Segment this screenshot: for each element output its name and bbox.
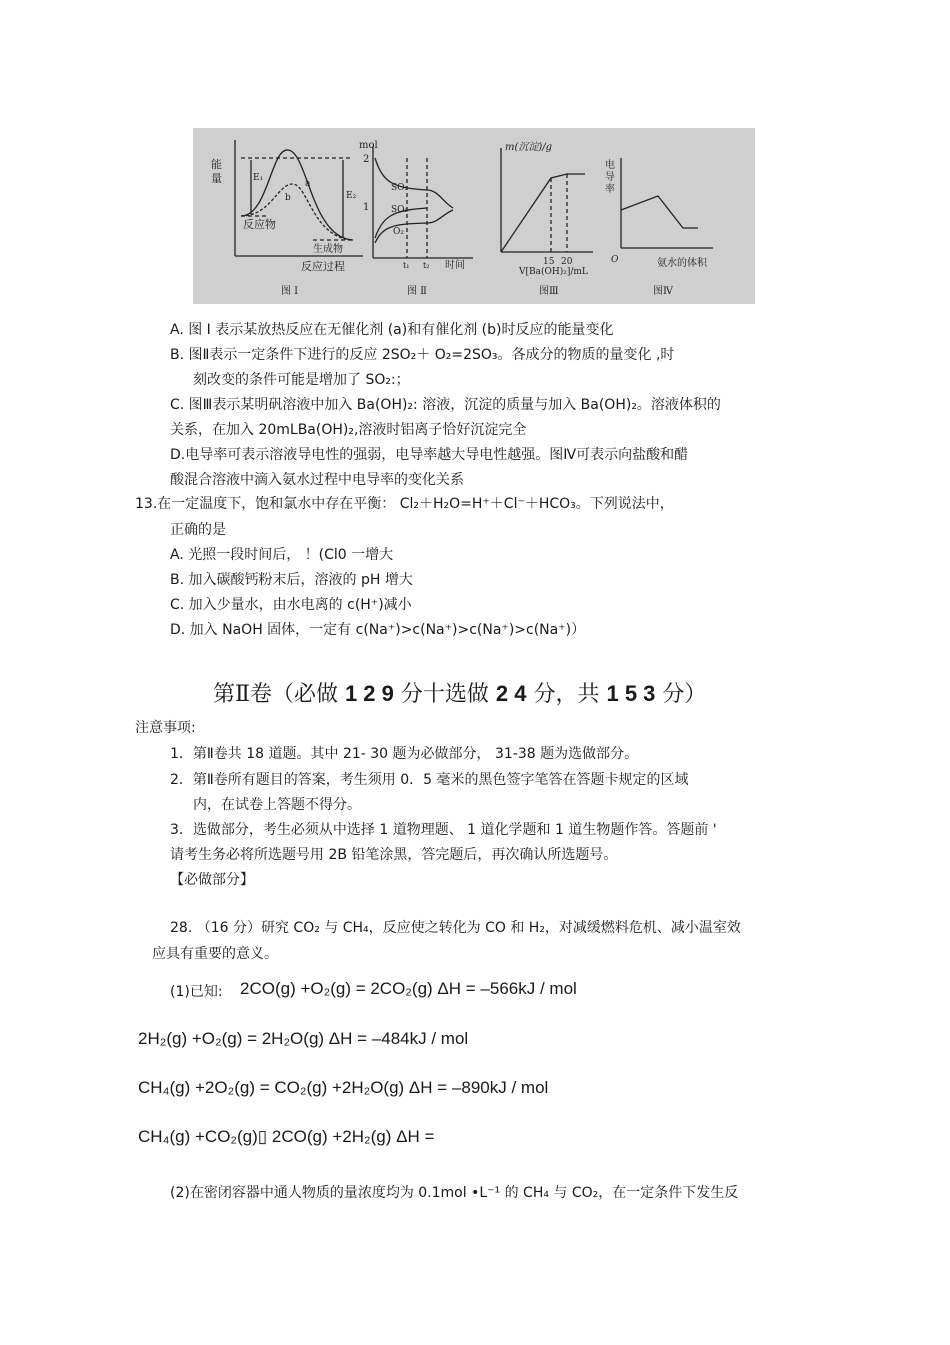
p2-o2-label: O₂ [393, 227, 404, 237]
p1-b-label: b [285, 193, 291, 203]
section-title-n2: 2 4 [495, 681, 527, 706]
section-title-n3: 1 5 3 [606, 681, 656, 706]
p2-so2-label: SO₂ [391, 205, 409, 215]
note-3-1: 3．选做部分，考生必须从中选择 1 道物理题、 1 道化学题和 1 道生物题作答。答题前 ' [170, 822, 717, 838]
q12-option-b-2: 刻改变的条件可能是增加了 SO₂:； [193, 372, 410, 388]
figure-panels [193, 128, 755, 304]
p3-caption: 图Ⅲ [539, 286, 559, 297]
q12-option-d-1: D.电导率可表示溶液导电性的强弱，电导率越大导电性越强。图Ⅳ可表示向盐酸和醋 [170, 447, 689, 463]
panel-1 [211, 140, 363, 297]
p3-ylabel: m(沉淀)/g [505, 142, 553, 153]
equation-3: CH₄(g) +2O₂(g) = CO₂(g) +2H₂O(g) ΔH = –890kJ / mol [138, 1078, 549, 1097]
p1-reactant-label: 反应物 [243, 218, 276, 231]
q13-option-c: C. 加入少量水，由水电离的 c(H⁺)减小 [170, 597, 412, 613]
q13-stem-1: 13.在一定温度下，饱和氯水中存在平衡： Cl₂＋H₂O=H⁺＋Cl⁻＋HCO₃。下列说法中， [135, 496, 674, 512]
q13-option-b: B. 加入碳酸钙粉末后，溶液的 pH 增大 [170, 572, 413, 588]
panel-2 [359, 140, 473, 297]
p4-origin: O [611, 255, 619, 265]
note-2-1: 2．第Ⅱ卷所有题目的答案，考生须用 0．5 毫米的黑色签字笔答在答题卡规定的区域 [170, 772, 689, 788]
notes-title: 注意事项: [135, 720, 196, 736]
p1-ylabel-1: 能 [211, 158, 222, 171]
q28-stem-1: 28. （16 分）研究 CO₂ 与 CH₄，反应使之转化为 CO 和 H₂，对减缓燃料危机、减小温室效 [170, 920, 741, 936]
q13-option-a: A. 光照一段时间后， ！(Cl0 一增大 [170, 547, 394, 563]
p1-e2-label: E₂ [346, 191, 357, 201]
p3-tick-15: 15 [543, 257, 555, 267]
p2-ylabel: mol [359, 140, 378, 151]
p2-t2-label: t₂ [423, 261, 430, 270]
note-2-2: 内，在试卷上答题不得分。 [193, 797, 361, 813]
q12-option-b-1: B. 图Ⅱ表示一定条件下进行的反应 2SO₂＋ O₂=2SO₃。各成分的物质的量变化 ,时 [170, 347, 675, 363]
q12-option-a: A. 图 Ⅰ 表示某放热反应在无催化剂 (a)和有催化剂 (b)时反应的能量变化 [170, 322, 614, 338]
section-title-pre: 第Ⅱ卷（必做 [213, 682, 345, 707]
section-title-post: 分） [655, 682, 707, 707]
equation-4: CH₄(g) +CO₂(g)▯ 2CO(g) +2H₂(g) ΔH = [138, 1127, 435, 1146]
p1-caption: 图 Ⅰ [281, 286, 299, 297]
section-title-mid2: 分，共 [526, 682, 607, 707]
section-title-n1: 1 2 9 [344, 681, 394, 706]
q12-option-c-1: C. 图Ⅲ表示某明矾溶液中加入 Ba(OH)₂: 溶液，沉淀的质量与加入 Ba(OH)₂。溶液体积的 [170, 397, 721, 413]
p4-ylabel-1: 电 [605, 160, 615, 171]
q28-known-label: (1)已知: [170, 984, 223, 1000]
p1-ylabel-2: 量 [211, 172, 222, 185]
p4-caption: 图Ⅳ [653, 286, 673, 297]
equation-2: 2H₂(g) +O₂(g) = 2H₂O(g) ΔH = –484kJ / mol [138, 1029, 469, 1048]
q12-option-c-2: 关系，在加入 20mLBa(OH)₂,溶液时铝离子恰好沉淀完全 [170, 422, 527, 438]
p4-ylabel-2: 导 [605, 172, 615, 183]
p3-xlabel: V[Ba(OH)₂]/mL [519, 267, 588, 277]
p3-tick-20: 20 [561, 257, 573, 267]
section-title-mid1: 分十选做 [393, 682, 496, 707]
q13-option-d: D. 加入 NaOH 固体，一定有 c(Na⁺)>c(Na⁺)>c(Na⁺)>c(Na⁺)） [170, 622, 586, 638]
note-1: 1．第Ⅱ卷共 18 道题。其中 21- 30 题为必做部分， 31-38 题为选做部分。 [170, 746, 639, 762]
q13-stem-2: 正确的是 [170, 522, 226, 538]
p1-e1-label: E₁ [253, 173, 264, 183]
p1-xlabel: 反应过程 [301, 260, 345, 273]
p2-so3-label: SO₃ [391, 183, 409, 193]
p4-xlabel: 氨水的体积 [657, 258, 707, 269]
q12-option-d-2: 酸混合溶液中滴入氨水过程中电导率的变化关系 [170, 472, 464, 488]
section-title [213, 677, 706, 708]
p2-xlabel: 时间 [445, 260, 465, 271]
q28-part-2: (2)在密闭容器中通人物质的量浓度均为 0.1mol •L⁻¹ 的 CH₄ 与 CO₂，在一定条件下发生反 [170, 1185, 739, 1201]
panel-4 [605, 158, 713, 297]
p2-tick-2: 2 [363, 154, 370, 165]
p2-tick-1: 1 [363, 202, 370, 213]
p1-product-label: 生成物 [313, 244, 343, 255]
p2-caption: 图 Ⅱ [407, 286, 427, 297]
p4-ylabel-3: 率 [605, 184, 615, 195]
equation-1: 2CO(g) +O₂(g) = 2CO₂(g) ΔH = –566kJ / mol [240, 979, 577, 998]
q28-stem-2: 应具有重要的意义。 [152, 946, 278, 962]
p1-a-label: a [305, 179, 311, 189]
p2-t1-label: t₁ [403, 261, 410, 270]
panel-3 [501, 141, 593, 297]
required-part-label: 【必做部分】 [170, 872, 254, 888]
question-figure [193, 128, 755, 304]
note-3-2: 请考生务必将所选题号用 2B 铅笔涂黑，答完题后，再次确认所选题号。 [170, 847, 618, 863]
